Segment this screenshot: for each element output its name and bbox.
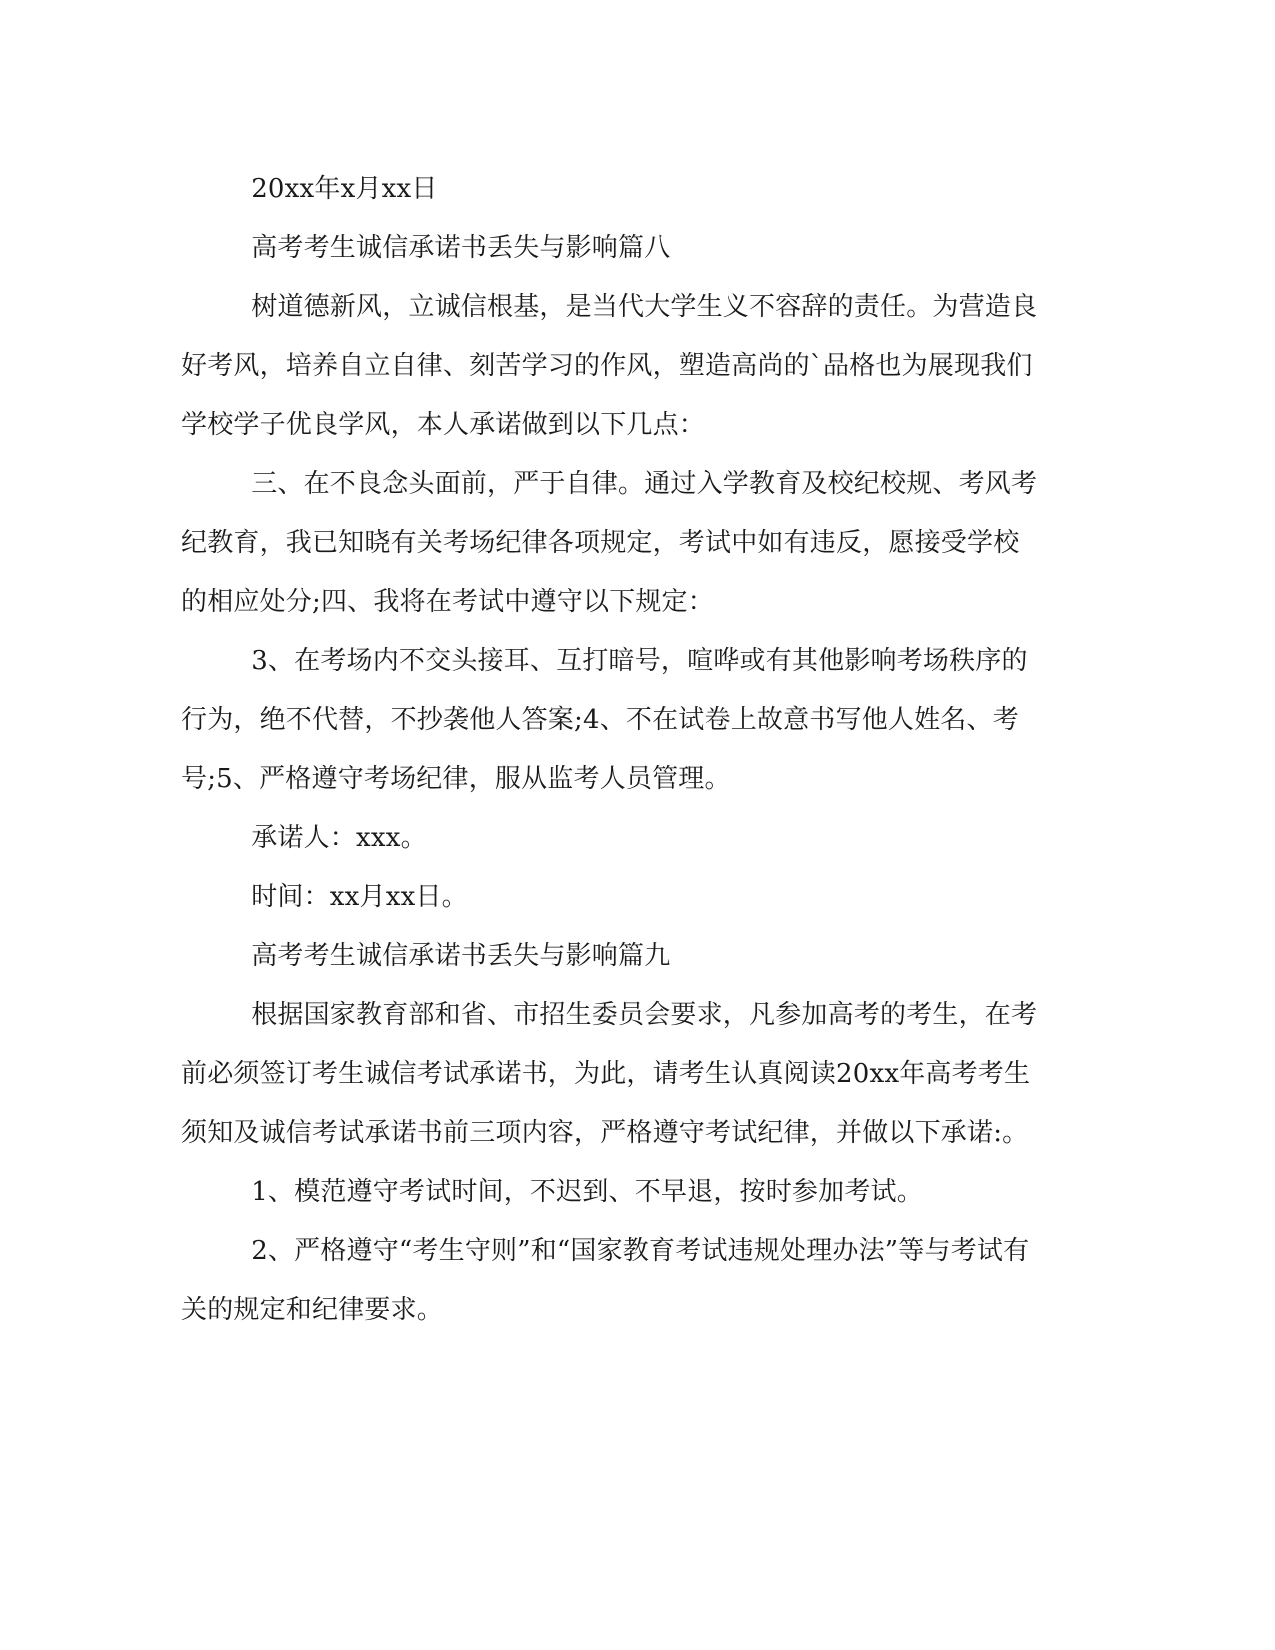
date-line: 20xx年x月xx日 bbox=[251, 174, 438, 204]
commitment-item-2: 2、严格遵守“考生守则”和“国家教育考试违规处理办法”等与考试有关的规定和纪律要求。 bbox=[181, 1236, 1030, 1325]
section-heading-nine: 高考考生诚信承诺书丢失与影响篇九 bbox=[251, 941, 671, 971]
commitment-item-1: 1、模范遵守考试时间，不迟到、不早退，按时参加考试。 bbox=[251, 1177, 923, 1207]
time-line: 时间：xx月xx日。 bbox=[251, 882, 468, 912]
paragraph-requirements: 根据国家教育部和省、市招生委员会要求，凡参加高考的考生，在考前必须签订考生诚信考试承诺书，为此，请考生认真阅读20xx年高考考生须知及诚信考试承诺书前三项内容，严格遵守考试纪律，并做以下承诺:。 bbox=[181, 1000, 1038, 1148]
section-heading-eight: 高考考生诚信承诺书丢失与影响篇八 bbox=[251, 233, 671, 263]
signer-line: 承诺人：xxx。 bbox=[251, 823, 427, 853]
paragraph-rules: 3、在考场内不交头接耳、互打暗号，喧哗或有其他影响考场秩序的行为，绝不代替，不抄袭他人答案;4、不在试卷上故意书写他人姓名、考号;5、严格遵守考场纪律，服从监考人员管理。 bbox=[181, 646, 1028, 794]
document-body bbox=[181, 160, 1039, 1340]
paragraph-intro: 树道德新风，立诚信根基，是当代大学生义不容辞的责任。为营造良好考风，培养自立自律、刻苦学习的作风，塑造高尚的`品格也为展现我们学校学子优良学风，本人承诺做到以下几点： bbox=[181, 292, 1038, 440]
paragraph-self-discipline: 三、在不良念头面前，严于自律。通过入学教育及校纪校规、考风考纪教育，我已知晓有关考场纪律各项规定，考试中如有违反，愿接受学校的相应处分;四、我将在考试中遵守以下规定： bbox=[181, 469, 1038, 617]
